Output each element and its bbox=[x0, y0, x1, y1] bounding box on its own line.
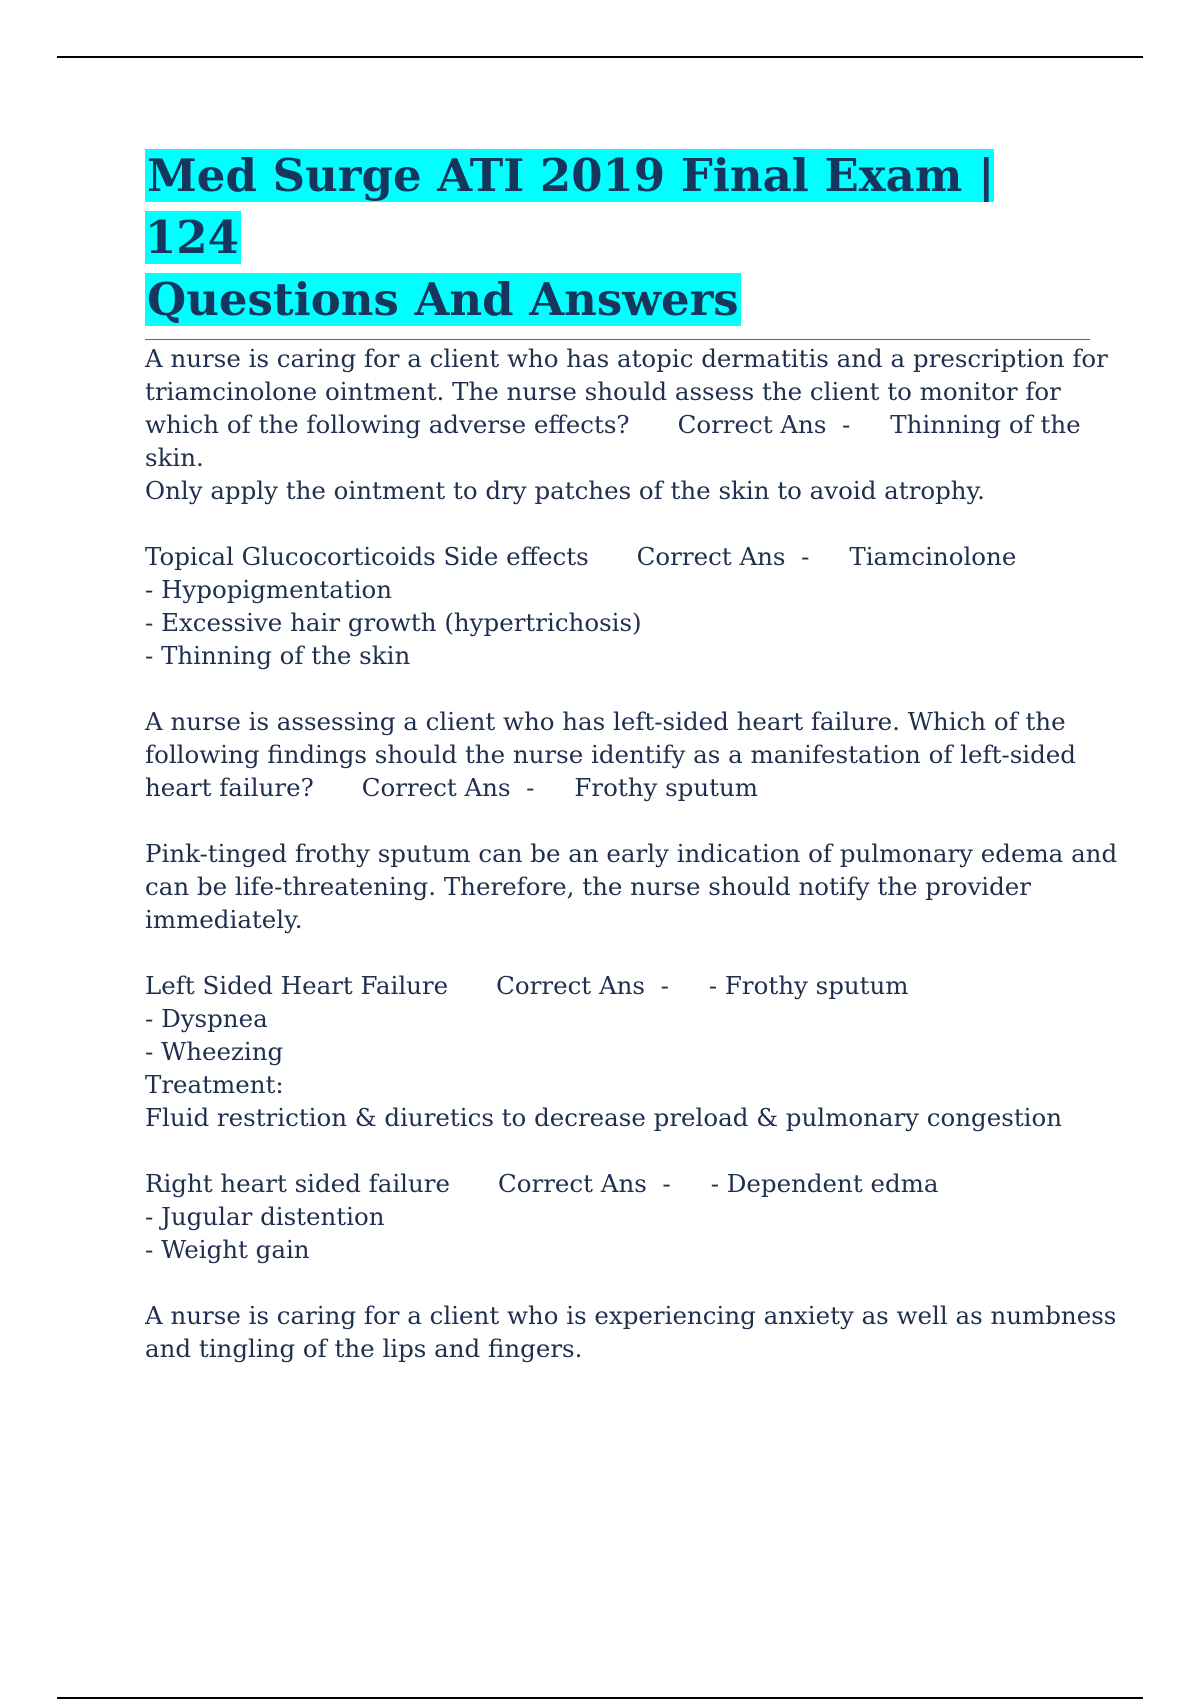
text-line: immediately. bbox=[145, 905, 303, 934]
explanation-block bbox=[145, 837, 1118, 936]
question-answer-line bbox=[145, 540, 1105, 573]
answer-text: - Dependent edma bbox=[710, 1169, 939, 1198]
text-line: Treatment: bbox=[145, 1070, 284, 1099]
question-answer-line bbox=[145, 969, 1105, 1002]
page-bottom-rule bbox=[57, 1697, 1143, 1699]
text-line: Fluid restriction & diuretics to decrease preload & pulmonary congestion bbox=[145, 1103, 1063, 1132]
title-line-1: Med Surge ATI 2019 Final Exam | 124 bbox=[145, 149, 995, 264]
text-line: skin. bbox=[145, 443, 204, 472]
qa-block bbox=[145, 969, 1105, 1134]
qa-block bbox=[145, 705, 1105, 804]
page-title bbox=[145, 145, 1090, 331]
list-item: - Wheezing bbox=[145, 1037, 284, 1066]
answer-label: Correct Ans - bbox=[498, 1169, 671, 1198]
list-item: - Thinning of the skin bbox=[145, 641, 411, 670]
question-text: Topical Glucocorticoids Side effects bbox=[145, 542, 589, 571]
answer-text: - Frothy sputum bbox=[708, 971, 909, 1000]
question-answer-line bbox=[145, 408, 1105, 441]
list-item: - Dyspnea bbox=[145, 1004, 268, 1033]
text-line: A nurse is caring for a client who has atopic dermatitis and a prescription for bbox=[145, 344, 1108, 373]
list-item: - Excessive hair growth (hypertrichosis) bbox=[145, 608, 642, 637]
answer-label: Correct Ans - bbox=[636, 542, 810, 571]
qa-block bbox=[145, 342, 1108, 507]
text-line: Only apply the ointment to dry patches of the skin to avoid atrophy. bbox=[145, 476, 985, 505]
question-text: which of the following adverse effects? bbox=[145, 410, 630, 439]
text-line: triamcinolone ointment. The nurse should assess the client to monitor for bbox=[145, 377, 1061, 406]
list-item: - Weight gain bbox=[145, 1235, 310, 1264]
text-line: following findings should the nurse identify as a manifestation of left-sided bbox=[145, 740, 1076, 769]
question-text: Left Sided Heart Failure bbox=[145, 971, 449, 1000]
answer-text: Thinning of the bbox=[890, 410, 1081, 439]
question-answer-line bbox=[145, 771, 1105, 804]
answer-label: Correct Ans - bbox=[361, 773, 535, 802]
text-line: A nurse is assessing a client who has left-sided heart failure. Which of the bbox=[145, 707, 1066, 736]
answer-label: Correct Ans - bbox=[496, 971, 669, 1000]
question-text: heart failure? bbox=[145, 773, 314, 802]
text-line: can be life-threatening. Therefore, the nurse should notify the provider bbox=[145, 872, 1032, 901]
list-item: - Jugular distention bbox=[145, 1202, 385, 1231]
qa-block bbox=[145, 1167, 1105, 1266]
answer-label: Correct Ans - bbox=[677, 410, 851, 439]
title-line-2: Questions And Answers bbox=[147, 273, 739, 326]
answer-text: Frothy sputum bbox=[574, 773, 758, 802]
text-line: Pink-tinged frothy sputum can be an early indication of pulmonary edema and bbox=[145, 839, 1118, 868]
text-line: and tingling of the lips and fingers. bbox=[145, 1334, 583, 1363]
question-text: Right heart sided failure bbox=[145, 1169, 451, 1198]
qa-block bbox=[145, 1299, 1117, 1365]
title-block bbox=[145, 145, 1090, 340]
question-answer-line bbox=[145, 1167, 1105, 1200]
list-item: - Hypopigmentation bbox=[145, 575, 393, 604]
text-line: A nurse is caring for a client who is experiencing anxiety as well as numbness bbox=[145, 1301, 1117, 1330]
document-body bbox=[145, 342, 1118, 1398]
answer-text: Tiamcinolone bbox=[849, 542, 1017, 571]
page-top-rule bbox=[57, 56, 1143, 58]
qa-block bbox=[145, 540, 1105, 672]
